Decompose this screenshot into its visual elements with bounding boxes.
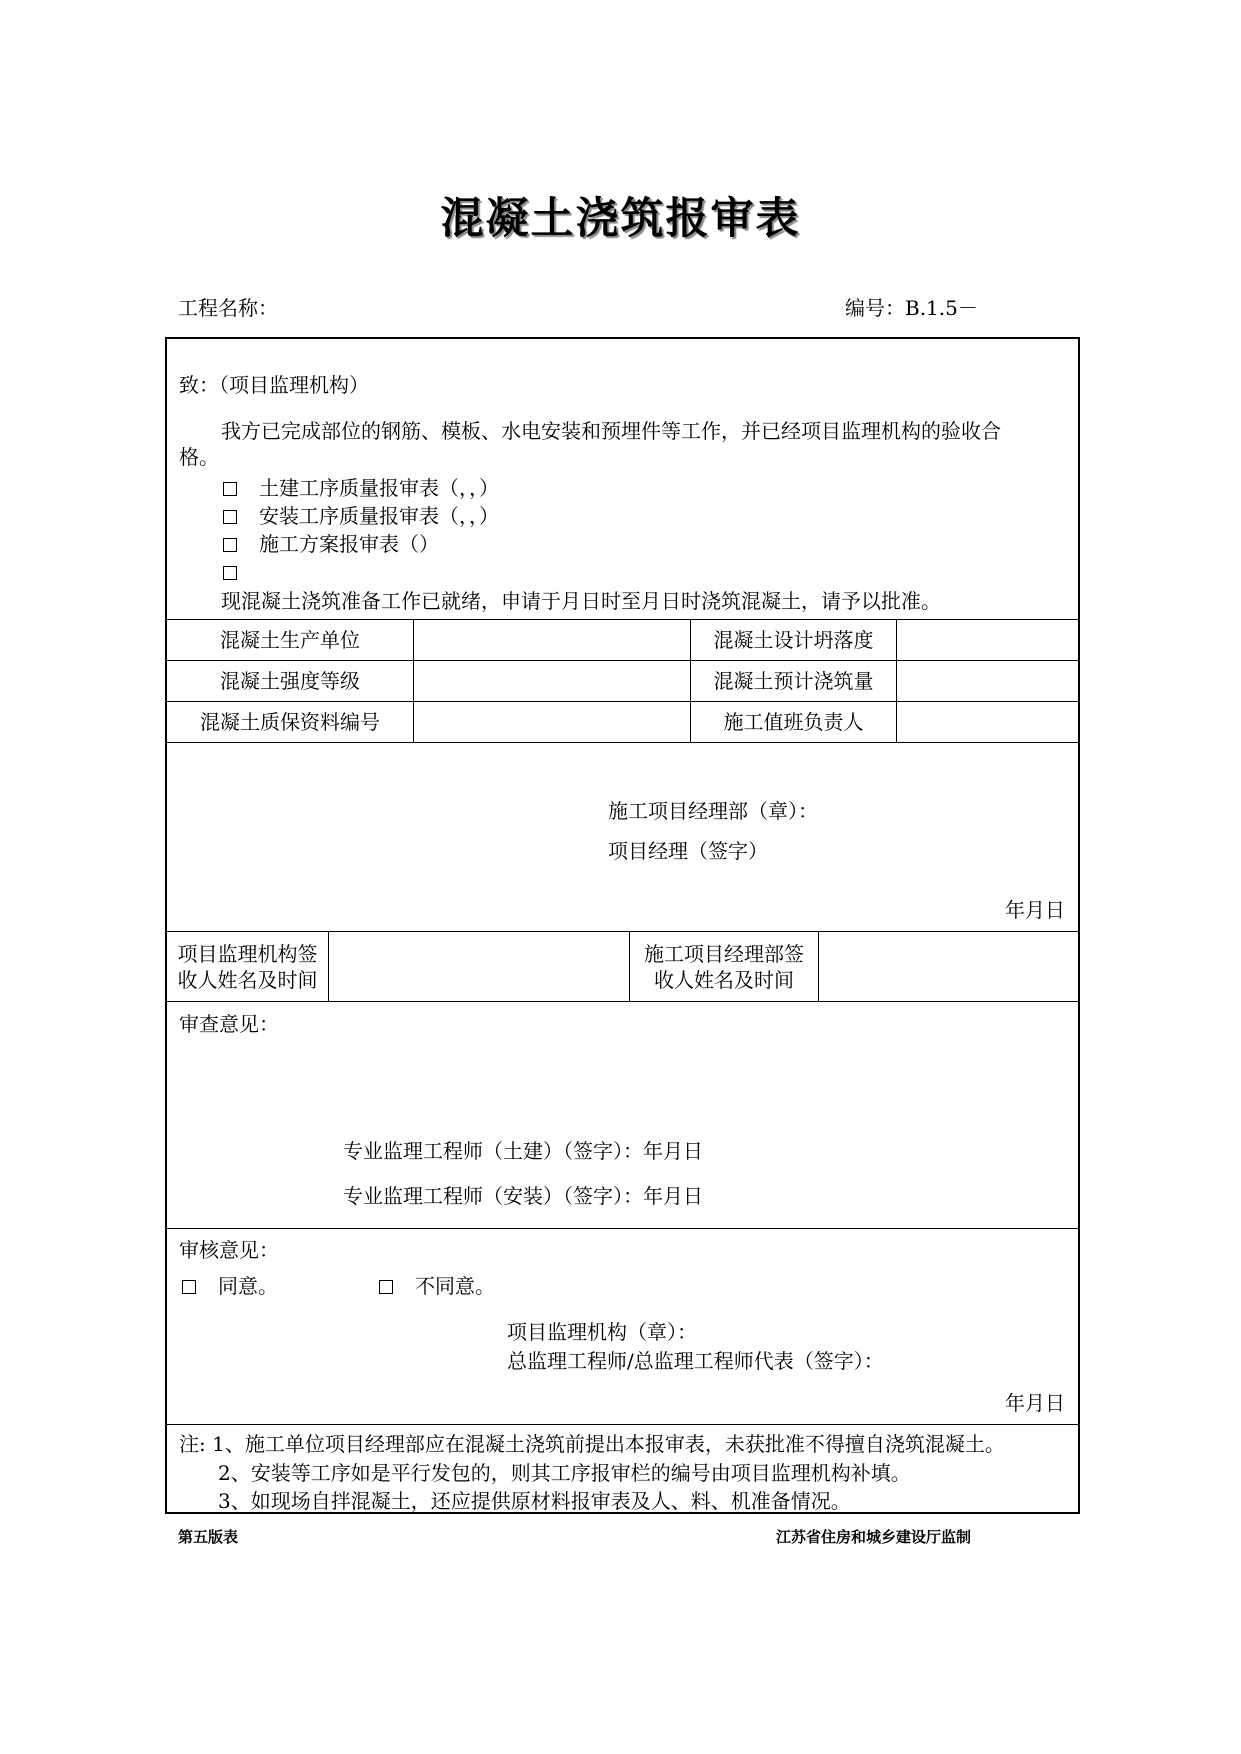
info-value-producer[interactable]	[414, 620, 690, 660]
info-label-volume: 混凝土预计浇筑量	[713, 669, 874, 693]
note-3: 3、如现场自拌混凝土，还应提供原材料报审表及人、料、机准备情况。	[218, 1489, 851, 1513]
note-1: 注: 1、施工单位项目经理部应在混凝土浇筑前提出本报审表，未获批准不得擅自浇筑混凝土。	[179, 1432, 1005, 1456]
review-label: 审查意见：	[179, 1012, 279, 1036]
addressee: 致：（项目监理机构）	[179, 373, 369, 397]
contractor-date: 年月日	[1005, 898, 1065, 922]
attachment-item-1: 土建工序质量报审表（，，）	[223, 476, 499, 500]
form-number-label: 编号：B.1.5－	[845, 296, 978, 320]
info-label-strength: 混凝土强度等级	[220, 669, 360, 693]
supervision-receipt-value[interactable]	[329, 932, 629, 1001]
divider	[167, 1001, 1080, 1002]
request-body-line1: 我方已完成部位的钢筋、模板、水电安装和预埋件等工作，并已经项目监理机构的验收合	[221, 419, 1001, 443]
contractor-dept-seal: 施工项目经理部（章）：	[608, 799, 818, 823]
chief-engineer-signature: 总监理工程师/总监理工程师代表（签字）：	[507, 1349, 884, 1373]
attachment-item-3: 施工方案报审表（）	[223, 532, 439, 556]
supervision-org-seal: 项目监理机构（章）：	[507, 1320, 697, 1344]
apply-text: 现混凝土浇筑准备工作已就绪，申请于月日时至月日时浇筑混凝土，请予以批准。	[221, 589, 941, 613]
contractor-receipt-label: 施工项目经理部签 收人姓名及时间	[644, 941, 804, 992]
form-title: 混凝土浇筑报审表	[440, 194, 801, 244]
disagree-option: 不同意。	[379, 1274, 495, 1298]
attachment-item-2: 安装工序质量报审表（，，）	[223, 504, 499, 528]
info-value-quality-docs[interactable]	[414, 702, 690, 742]
approval-date: 年月日	[1005, 1391, 1065, 1415]
footer-edition: 第五版表	[178, 1528, 239, 1546]
info-label-quality-docs: 混凝土质保资料编号	[200, 710, 380, 734]
disagree-checkbox[interactable]	[379, 1280, 393, 1294]
info-label-duty-person: 施工值班负责人	[723, 710, 864, 734]
divider	[167, 1424, 1080, 1425]
checkbox[interactable]	[223, 482, 237, 496]
info-value-volume[interactable]	[897, 661, 1080, 701]
approval-label: 审核意见：	[179, 1238, 279, 1262]
request-body-line2: 格。	[179, 445, 219, 469]
info-label-slump: 混凝土设计坍落度	[713, 628, 874, 652]
checkbox[interactable]	[223, 510, 237, 524]
divider	[167, 742, 1080, 743]
note-2: 2、安装等工序如是平行发包的，则其工序报审栏的编号由项目监理机构补填。	[218, 1461, 911, 1485]
info-value-duty-person[interactable]	[897, 702, 1080, 742]
civil-engineer-signature: 专业监理工程师（土建）（签字）：年月日	[343, 1139, 703, 1163]
footer-issuer: 江苏省住房和城乡建设厅监制	[776, 1528, 972, 1546]
form-table	[165, 337, 1080, 1514]
attachment-item-4	[223, 560, 259, 584]
checkbox[interactable]	[223, 538, 237, 552]
agree-option: 同意。	[182, 1274, 278, 1298]
install-engineer-signature: 专业监理工程师（安装）（签字）：年月日	[343, 1184, 703, 1208]
info-label-producer: 混凝土生产单位	[220, 628, 360, 652]
contractor-receipt-value[interactable]	[819, 932, 1080, 1001]
divider	[167, 1228, 1080, 1229]
project-name-label: 工程名称：	[178, 296, 278, 320]
info-value-slump[interactable]	[897, 620, 1080, 660]
checkbox[interactable]	[223, 566, 237, 580]
agree-checkbox[interactable]	[182, 1280, 196, 1294]
supervision-receipt-label: 项目监理机构签 收人姓名及时间	[177, 941, 318, 992]
info-value-strength[interactable]	[414, 661, 690, 701]
project-manager-signature: 项目经理（签字）	[608, 839, 768, 863]
